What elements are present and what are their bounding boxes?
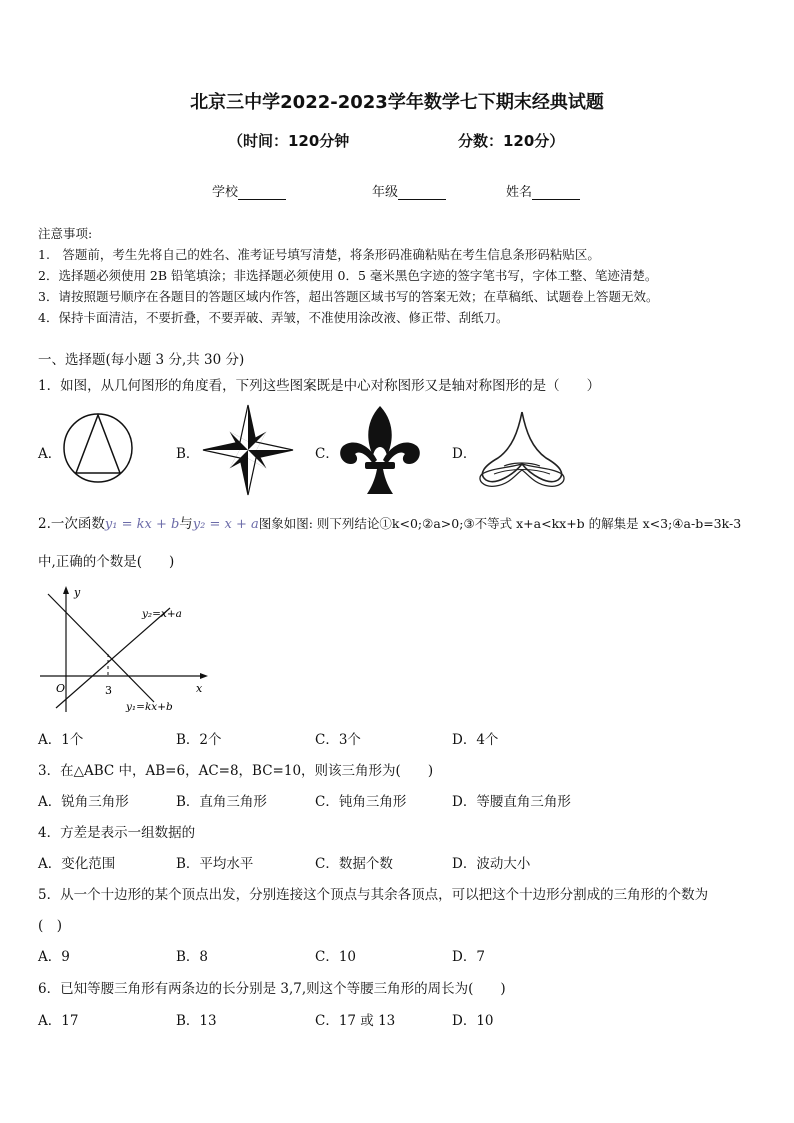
q6-option-c: C．17 或 13 (315, 1013, 396, 1029)
notice-heading: 注意事项: (38, 226, 93, 241)
q6-option-d: D．10 (452, 1013, 494, 1029)
q6-option-b: B．13 (176, 1013, 217, 1029)
q2-suffix: 图象如图: 则下列结论①k<0;②a>0;③不等式 x+a<kx+b 的解集是 x<3;④a-b=3k-3 (258, 516, 742, 531)
q5-option-c: C．10 (315, 949, 357, 965)
q1-option-b-label: B． (176, 446, 200, 462)
compass-star-figure (200, 403, 296, 497)
notice-item: 2．选择题必须使用 2B 铅笔填涂；非选择题必须使用 0．5 毫米黑色字迹的签字笔书写，字体工整、笔迹清楚。 (38, 268, 658, 283)
circle-triangle-figure (60, 410, 136, 486)
q2-mid: 与 (179, 516, 193, 532)
q5-option-a: A．9 (38, 949, 70, 965)
q1-option-a-label: A． (38, 446, 62, 462)
y1-label: y₁=kx+b (126, 701, 173, 713)
question-1-stem: 1．如图，从几何图形的角度看，下列这些图案既是中心对称图形又是轴对称图形的是（ ） (38, 378, 601, 394)
q3-option-c: C．钝角三角形 (315, 794, 407, 810)
exam-score: 分数：120分） (458, 132, 565, 150)
line-y2 (56, 608, 170, 708)
question-2-line2: 中,正确的个数是( ) (38, 554, 175, 570)
origin-label: O (56, 682, 66, 695)
name-blank (532, 187, 580, 200)
grade-field (372, 181, 446, 200)
section-heading: 一、选择题(每小题 3 分,共 30 分) (38, 352, 245, 368)
exam-title: 北京三中学2022-2023学年数学七下期末经典试题 (190, 92, 604, 113)
q3-option-b: B．直角三角形 (176, 794, 267, 810)
y-axis-label: y (74, 586, 81, 599)
question-3-stem: 3．在△ABC 中，AB=6，AC=8，BC=10，则该三角形为( ) (38, 763, 434, 779)
q2-option-c: C．3个 (315, 732, 361, 748)
question-2-stem (38, 512, 741, 532)
q5-option-b: B．8 (176, 949, 209, 965)
notice-item: 4．保持卡面清洁，不要折叠，不要弄破、弄皱，不准使用涂改液、修正带、刮纸刀。 (38, 310, 509, 325)
q2-function-y1: y₁ = kx + b (104, 517, 180, 532)
q4-option-a: A．变化范围 (38, 856, 116, 872)
q1-option-c-label: C． (315, 446, 339, 462)
q3-option-d: D．等腰直角三角形 (452, 794, 571, 810)
y2-label: y₂=x+a (142, 608, 182, 620)
question-6-stem: 6．已知等腰三角形有两条边的长分别是 3,7,则这个等腰三角形的周长为( ) (38, 981, 506, 997)
name-label: 姓名 (506, 185, 533, 200)
linear-function-graph (36, 584, 216, 716)
q4-option-c: C．数据个数 (315, 856, 393, 872)
question-5-stem: 5．从一个十边形的某个顶点出发，分别连接这个顶点与其余各顶点，可以把这个十边形分割成的三角形的个数为 (38, 887, 709, 903)
q5-option-d: D．7 (452, 949, 485, 965)
q1-option-d-label: D． (452, 446, 477, 462)
question-5-blank: ( ) (38, 918, 63, 934)
notice-item: 1. 答题前，考生先将自己的姓名、准考证号填写清楚，将条形码准确粘贴在考生信息条形码粘贴区。 (38, 247, 600, 262)
name-field (506, 181, 580, 200)
grade-label: 年级 (372, 185, 399, 200)
q4-option-d: D．波动大小 (452, 856, 531, 872)
q6-option-a: A．17 (38, 1013, 79, 1029)
grade-blank (398, 187, 446, 200)
q2-prefix: 2.一次函数 (38, 516, 105, 532)
exam-time: （时间：120分钟 (228, 132, 350, 150)
question-4-stem: 4．方差是表示一组数据的 (38, 825, 196, 841)
ornament-flourish-figure (474, 408, 570, 492)
q3-option-a: A．锐角三角形 (38, 794, 129, 810)
school-field (212, 181, 286, 200)
school-label: 学校 (212, 185, 239, 200)
fleur-de-lis-figure (337, 404, 423, 496)
school-blank (238, 187, 286, 200)
tick-3-label: 3 (105, 684, 112, 697)
q2-function-y2: y₂ = x + a (192, 517, 259, 532)
q2-option-b: B．2个 (176, 732, 222, 748)
q4-option-b: B．平均水平 (176, 856, 254, 872)
q2-option-a: A．1个 (38, 732, 84, 748)
q2-option-d: D．4个 (452, 732, 499, 748)
x-axis-label: x (196, 682, 203, 695)
notice-item: 3．请按照题号顺序在各题目的答题区域内作答，超出答题区域书写的答案无效；在草稿纸、试题卷上答题无效。 (38, 289, 659, 304)
